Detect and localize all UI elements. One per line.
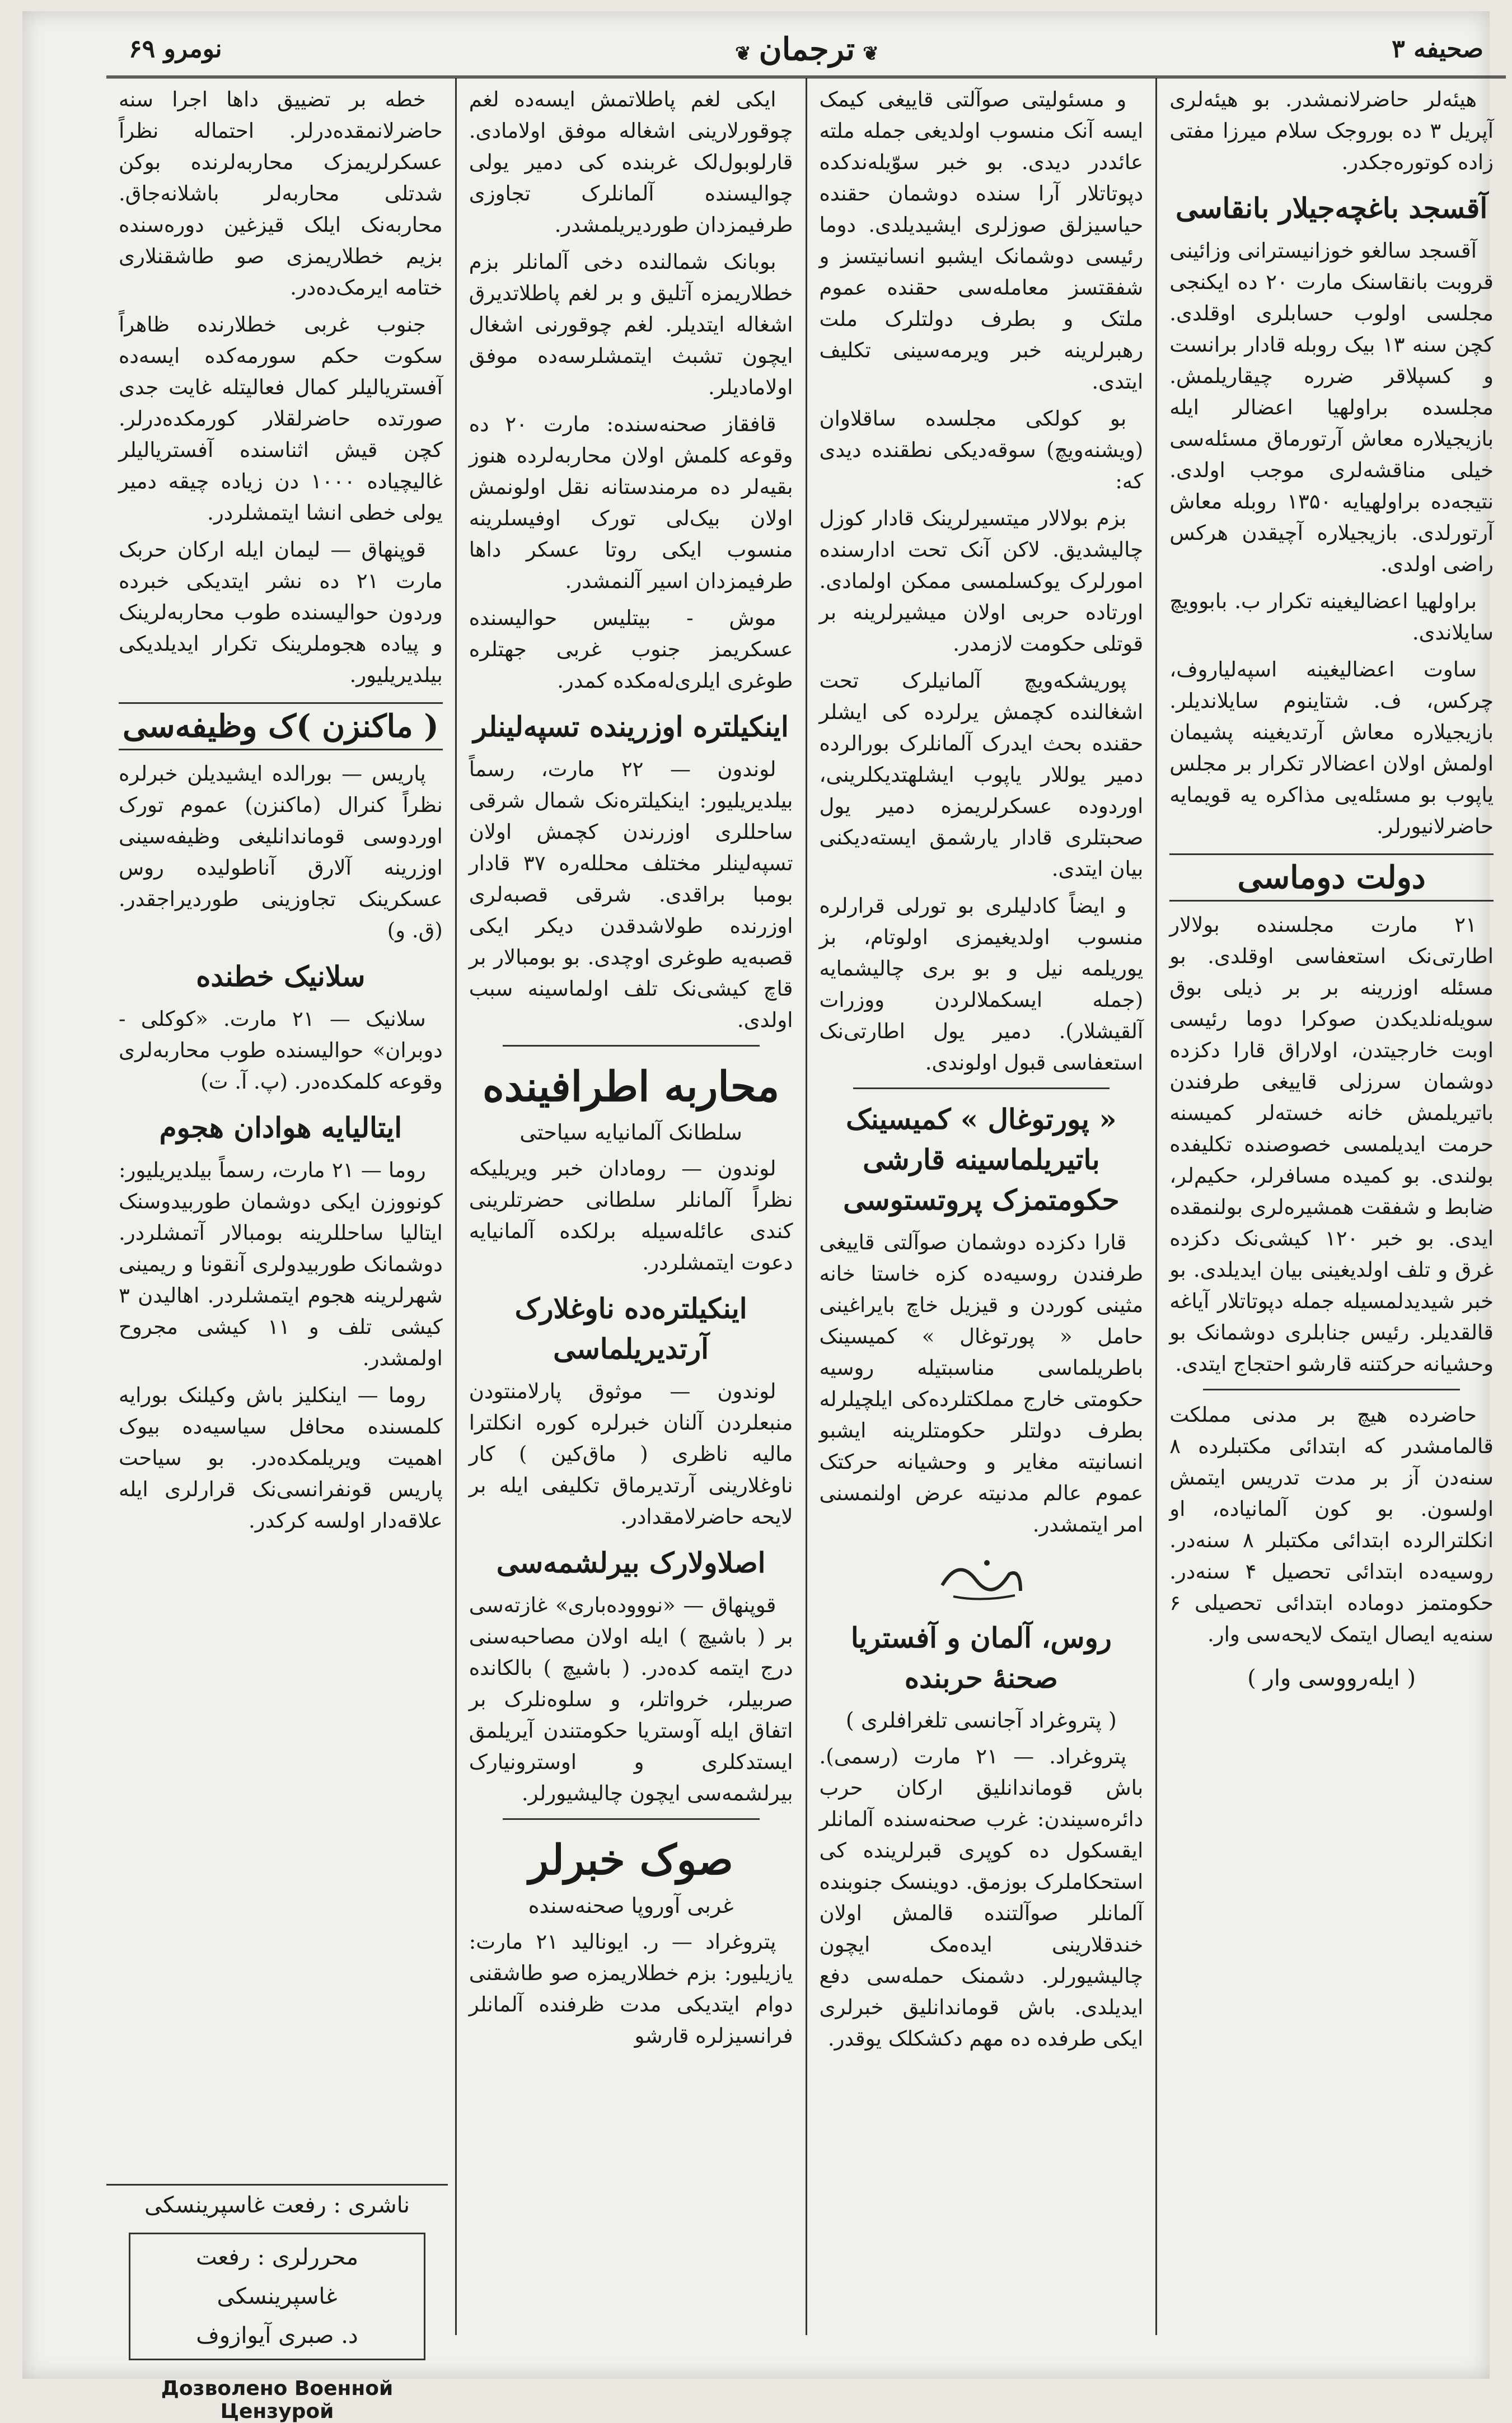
paragraph: بزم بولالار میتسیرلرینک قادار کوزل چالیشدیق. لاکن آنک تحت ادارسنده امورلرک یوکسلمسی ممکن اولمادی. اورتاده حربی اولان میشیرلرینه بر قوتلی حکومت لازمدر. [819,506,1144,656]
title-text: ترجمان [759,30,855,68]
divider [853,1087,1110,1089]
paragraph: خطه بر تضییق داها اجرا سنه حاضرلانمقده‌درلر. احتماله نظراً عسکرلریمزک محاربه‌لرنده بوکن شدتلی محاربه‌لر باشلانه‌جاق. محاربه‌نک ایلک قیزغین دوره‌سنده بزیم خطلاریمزی صو طاشقنلاری ختامه ایرمک‌ده‌در. [119,87,443,300]
paragraph: لوندون — رومادان خبر ویریلیکه نظراً آلمانلر سلطانی حضرتلرینی کندی عائله‌سیله برلکده آلمانیایه دعوت ایتمشلردر. [469,1156,793,1274]
editor-line: محررلری : رفعت غاسپرینسکی [195,2244,359,2309]
paragraph: ۲۱ مارت مجلسنده بولالار اطارتی‌نک استعفاسی اوقلدی. بو مسئله اوزرینه بر بر ذیلی بوق سویله‌نلدیکدن صوکرا دوما رئیسی اوبت خارجیتدن، اولاراق قارا دکزده دوشمان سرزلی قاییغی طرفندن باتیریلمش خانه خسته‌لر کمیسنه حرمت ایدیلمسی خصوصنده تکلیفده بولندی. بو کمیده مسافرلر، حکیم‌لر، ضابط و شفقت همشیره‌لری بولنمقده ایدی. بو خبر ۱۲۰ کیشی‌نک دکزده غرق و تلف اولدیغینی بیان ایدیلدی. بو خبر شیدیدلمسیله جمله دپوتاتلار آیاغه قالقدیلر. رئیس جنابلری دوشمانک بو وحشیانه حرکتنه قارشو احتجاج ایتدی. [1169,913,1494,1376]
divider [503,1818,760,1820]
newspaper-page [22,11,1494,2423]
ornament-icon: ❦ [735,42,751,65]
column-4 [106,78,455,2335]
article-headline: اینکیلتره اوزرینده تسپه‌لینلر [473,710,789,743]
paragraph: قارا دکزده دوشمان صوآلتی قاییغی طرفندن روسیه‌ده کزه خاستا خانه مثینی کوردن و قیزیل خاچ بایراغینی حامل « پورتوغال » کمیسینک باطریلماسی مناسبتیله روسیه حکومتی خارج مملکتلرده‌کی ایلچیلرله بطرف دولتلر حکومتلرینه ایشبو انسانیته مغایر و وحشیانه حرکتک عموم عالم مدنیته عرض اولنمسنی امر ایتمشدر. [819,1230,1144,1537]
section-headline: صوک خبرلر [528,1836,733,1884]
paragraph: بو کولکی مجلسده ساقلاوان (ویشنه‌ویچ) سوقه‌دیکی نطقنده دیدی که: [819,407,1144,493]
article-headline: « پورتوغال » کمیسینک باتیریلماسینه قارشی حکومتمزک پروتستوسی [843,1103,1120,1216]
section-headline: ( ماکنزن )ک وظیفه‌سی [119,702,443,750]
paragraph: براولهیا اعضالیغینه تکرار ب. بابوویچ سایلاندی. [1169,589,1494,645]
section-headline: دولت دوماسی [1169,853,1494,902]
imprint-footer [106,2184,448,2423]
paragraph: حاضرده هیچ بر مدنی مملکت قالمامشدر که ابتدائی مکتبلرده ۸ سنه‌دن آز بر مدت تدریس ایتمش اولسون. بو کون آلمانیاده، او انکلترالرده ابتدائی مکتبلر ۸ سنه‌در. روسیه‌ده ابتدائی تحصیل ۴ سنه‌در. حکومتمز دوماده ابتدائی تحصیلی ۶ سنه‌یه ایصال ایتمک لایحه‌سی وار. [1169,1403,1494,1646]
paragraph: ایکی لغم پاطلاتمش ایسه‌ده لغم چوقورلارینی اشغاله موفق اولامادی. قارلوبول‌لک غربنده کی دمیر یولی چوالیسنده آلمانلرک تجاوزی طرفیمزدان طوردیریلمشدر. [469,87,793,237]
masthead [106,22,1506,78]
paragraph: پتروغراد — ر. ایونالید ۲۱ مارت: یازیلیور: بزم خطلاریمزه صو طاشقنی دوام ایتدیکی مدت ظرفنده آلمانلر فرانسیزلره قارشو [469,1930,793,2048]
article-headline: اصلاولارک بیرلشمه‌سی [496,1546,766,1579]
paragraph: بوبانک شمالنده دخی آلمانلر بزم خطلاریمزه آتلیق و بر لغم پاطلاتدیرق اشغاله ایتدیلر. لغم چوقورنی اشغال ایچون تشبث ایتمشلرسه‌ده موفق اولامادیلر. [469,250,793,399]
publisher-line: ناشری : رفعت غاسپرینسکی [144,2192,410,2218]
column-2 [806,78,1156,2335]
censor-approval: Дозволено Военной Цензурой [161,2377,394,2423]
paragraph: و مسئولیتی صوآلتی قاییغی کیمک ایسه آنک منسوب اولدیغی جمله ملته عائددر دیدی. بو خبر سوّیله‌ندکده دپوتاتلار آرا سنده دوشمان حقنده حیاسیزلق صوزلری ایشیدیلدی. دوما رئیسی دوشمانک ایشبو انسانیتسز و شفقتسز معامله‌سی حقنده عموم ملتک و بطرف دولتلرک ملت رهبرلرینه خبر ویرمه‌سینی تکلیف ایتدی. [819,87,1144,394]
divider [503,1045,760,1047]
article-subheadline: غربی آوروپا صحنه‌سنده [528,1893,734,1918]
editor-line: د. صبری آیوازوف [196,2323,358,2349]
article-headline: اینکیلتره‌ده ناوغلارک آرتدیریلماسی [514,1292,747,1365]
article-headline: سلانیک خطنده [196,960,366,993]
paragraph: پاریس — بورالده ایشیدیلن خبرلره نظراً کنرال (ماکنزن) عموم تورک اوردوسی قوماندانلیغی وظیفه‌سینی اوزرینه آلارق آناطولیده روس عسکرینک تجاوزینی طوردیراجقدر. (ق. و) [119,762,443,942]
article-headline: روس، آلمان و آفستریا صحنهٔ حربنده [850,1621,1112,1694]
newspaper-title [727,31,887,68]
article-columns [106,78,1506,2329]
issue-number-label: نومرو ۶۹ [129,35,222,63]
article-headline: آقسجد باغچه‌جیلار بانقاسی [1175,192,1488,225]
paragraph: پتروغراد. — ۲۱ مارت (رسمی). باش قوماندانلیق ارکان حرب دائره‌سیندن: غرب صحنه‌سنده آلمانلر ایقسکول ده کوپری قبرلرینده کی استحکاملرک بوزمق. دوینسک جنوبنده آلمانلر صوآلتنده قالمش اولان خندقلارینی ایده‌مک ایچون چالیشیورلر. دشمنک حمله‌سی دفع ایدیلدی. باش قوماندانلیق خبرلری ایکی طرفده ده مهم دکشکلک یوقدر. [819,1744,1144,2051]
paragraph: قوپنهاق — «نوووده‌باری» غازته‌سی بر ( باشیچ ) ایله اولان مصاحبه‌سنی درج ایتمه کده‌در. ( باشیچ ) بالکانده صربیلر، خرواتلر، و سلوه‌نلرک بر اتفاق ایله آوستریا حکومتندن آیریلمق ایستدکلری و اوسترونیارک بیرلشمه‌سی ایچون چالیشیورلر. [469,1593,793,1805]
paragraph: سلانیک — ۲۱ مارت. «کوکلی - دوبران» حوالیسنده طوب محاربه‌لری وقوعه کلمکده‌در. (پ. آ. ت) [119,1007,443,1094]
section-headline: محاربه اطرافینده [483,1063,780,1111]
paragraph: و ایضاً کادلیلری بو تورلی قرارلره منسوب اولدیغیمزی اولوتام، بز یوریلمه نیل و بو بری چالیشمایه (جمله ایسکملالردن ووزرات آلقیشلار). دمیر یول اطارتی‌نک استعفاسی قبول اولوندی. [819,894,1144,1075]
column-1 [1155,78,1506,2335]
paragraph: قوپنهاق — لیمان ایله ارکان حربک مارت ۲۱ ده نشر ایتدیکی خبرده وردون حوالیسنده طوب محاربه‌لرینک و پیاده هجوملرینک تکرار ایدیلدیکی بیلدیریلیور. [119,538,443,687]
divider [1203,1389,1460,1390]
paragraph: لوندون — ۲۲ مارت، رسماً بیلدیریلیور: اینکیلتره‌نک شمال شرقی ساحللری اوزرندن کچمش اولان تسپه‌لینلر مختلف محلله‌ره ۳۷ قادار بومبا براقدی. شرقی قصبه‌لری اوزرنده طولاشدقدن دیکر ایکی قصبه‌یه طوغری اوچدی. بو بومبالار بر قاچ کیشی‌نک تلف اولماسینه سبب اولدی. [469,757,793,1032]
paragraph: پوریشکه‌ویچ آلمانیلرک تحت اشغالنده کچمش یرلرده کی ایشلر حقنده بحث ایدرک آلمانلرک بورالرده دمیر یوللار یاپوب ایشلهتدیکلرینی، اوردوده عسکرلریمزه دمیر یول صحبتلری قادار یارشمق ایسته‌دیکنی بیان ایتدی. [819,669,1144,881]
article-headline: ایتالیایه هوادان هجوم [159,1111,402,1144]
paragraph: لوندون — موثوق پارلامنتودن منبعلردن آلنان خبرلره کوره انکلترا مالیه ناظری ( ماق‌کین ) کار ناوغلارینی آرتدیرماق تکلیفی ایله بر لایحه حاضرلامقدادر. [469,1379,793,1529]
paragraph: هیئه‌لر حاضرلانمشدر. بو هیئه‌لری آپریل ۳ ده بوروجک سلام میرزا مفتی زاده کوتوره‌جکدر. [1169,87,1494,174]
page-number-label: صحیفه ۳ [1392,35,1483,63]
calligraphic-ornament-icon [937,1546,1026,1608]
paragraph: روما — اینکلیز باش وکیلنک بورایه کلمسنده محافل سیاسیه‌ده بیوک اهمیت ویریلمکده‌در. بو سیاحت پاریس قونفرانسی‌نک قرارلری ایله علاقه‌دار اولسه کرکدر. [119,1383,443,1533]
paragraph: روما — ۲۱ مارت، رسماً بیلدیریلیور: کونووزن ایکی دوشمان طوربیدوسنک ایتالیا ساحللرینه بومبالار آتمشلردر. دوشمانک طوربیدولری آنقونا و ریمینی شهرلرینه هجوم ایتمشلردر. اهالیدن ۳ کیشی تلف و ۱۱ کیشی مجروح اولمشدر. [119,1158,443,1370]
paragraph: جنوب غربی خطلارنده ظاهراً سکوت حکم سورمه‌کده ایسه‌ده آفستریالیلر کمال فعالیتله غایت جدی صورتده حاضرلقلار کورمکده‌درلر. کچن قیش اثناسنده آفستریالیلر غالیچیاده ۱۰۰۰ دن زیاده چیقه دمیر یولی خطی انشا ایتمشلردر. [119,312,443,525]
article-subheadline: سلطانک آلمانیایه سیاحتی [519,1120,742,1145]
paragraph: قافقاز صحنه‌سنده: مارت ۲۰ ده وقوعه کلمش اولان محاربه‌لرده هنوز بقیه‌لر ده مرمندستانه نقل اولونمش اولان بیک‌لی تورک اوفیسلرینه منسوب ایکی روتا عسکر داها طرفیمزدان اسیر آلنمشدر. [469,412,793,593]
paragraph: ساوت اعضالیغینه اسپه‌لیاروف، چرکس، ف. شتاینوم سایلاندیلر. بازیجیلاره معاش آرتدیغینه پشیمان اولمش اولان اعضالار تکرار بر مجلس یاپوب بو مسئله‌یی مذاکره یه قویمایه حاضرلانیورلر. [1169,657,1494,838]
continued-note: ( ایله‌رووسی وار ) [1247,1665,1416,1691]
column-3 [455,78,806,2335]
ornament-icon: ❦ [863,42,879,65]
paragraph: موش - بیتلیس حوالیسنده عسکریمز جنوب غربی جهتلره طوغری ایلری‌له‌مکده کمدر. [469,606,793,693]
editors-box [129,2233,425,2360]
paragraph: آقسجد سالغو خوزانیسترانی وزائینی قروبت بانقاسنک مارت ۲۰ ده ایکنجی مجلسی اولوب حسابلری اوقلدی. کچن سنه ۱۳ بیک روبله قادار برانست و کسپلاقر ضرره چیقاریلمش. مجلسده براولهیا اعضالر ایله بازیجیلاره معاش آرتورماق مسئله‌سی خیلی مناقشه‌لری موجب اولدی. نتیجه‌ده براولهیایه ۱۳۵۰ روبله معاش آرتورلدی. بازیجیلاره آچیقدن هرکس راضی اولدی. [1169,239,1494,576]
article-subheadline: ( پتروغراد آجانسی تلغرافلری ) [845,1708,1117,1733]
